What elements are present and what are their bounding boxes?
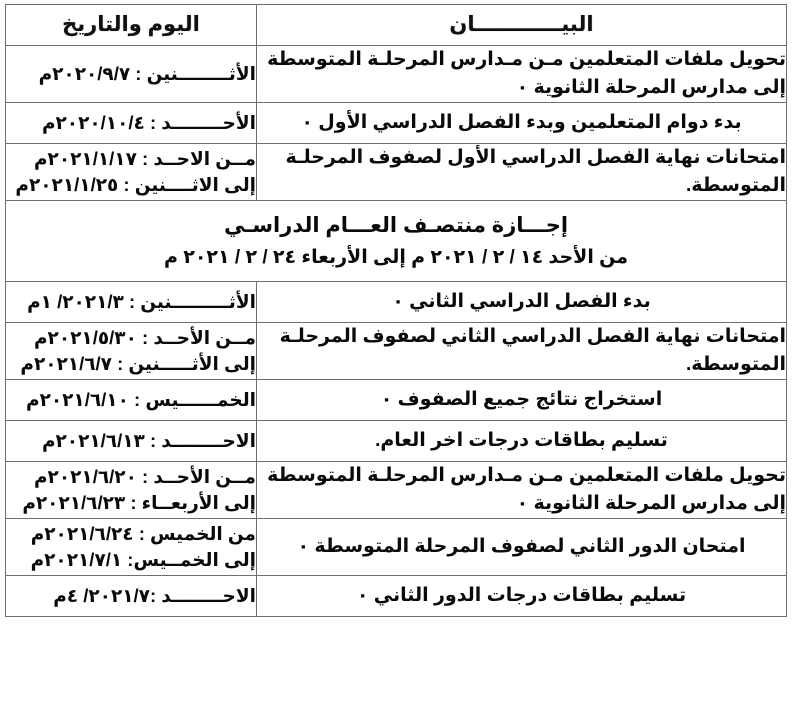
- date-cell: [6, 144, 257, 201]
- date-line: مــن الاحــد : ٢٠٢١/١/١٧م: [33, 147, 256, 169]
- description-line: امتحانات نهاية الفصل الدراسي الثاني لصفوف المرحلـة: [279, 326, 786, 348]
- column-header-description-label: البيــــــــــــان: [449, 13, 594, 36]
- table-row-holiday: [6, 201, 787, 282]
- description-line: تحويل ملفات المتعلمين مـن مـدارس المرحلـة المتوسطة: [267, 465, 786, 487]
- description-cell: [257, 462, 787, 519]
- table-row: [6, 519, 787, 576]
- description-cell: [257, 282, 787, 323]
- date-cell: [6, 462, 257, 519]
- description-line: إلى مدارس المرحلة الثانوية ٠: [516, 77, 786, 98]
- table-body: [6, 46, 787, 617]
- description-line: تسليم بطاقات درجات الدور الثاني ٠: [356, 585, 687, 607]
- description-cell: [257, 46, 787, 103]
- date-line: إلى الخمــيس: ٢٠٢١/٧/١م: [30, 549, 256, 570]
- description-line: امتحان الدور الثاني لصفوف المرحلة المتوسطة ٠: [297, 536, 746, 558]
- holiday-date-range: من الأحد ١٤ / ٢ / ٢٠٢١ م إلى الأربعاء ٢٤ / ٢ / ٢٠٢١ م: [164, 246, 628, 268]
- holiday-cell: [6, 201, 787, 282]
- date-cell: [6, 103, 257, 144]
- description-line: تسليم بطاقات درجات اخر العام.: [375, 430, 668, 452]
- date-line: الاحــــــــد :٢٠٢١/٧/ ٤م: [53, 584, 256, 606]
- date-cell: [6, 323, 257, 380]
- description-cell: [257, 421, 787, 462]
- table-row: [6, 576, 787, 617]
- date-line: الاحــــــــد : ٢٠٢١/٦/١٣م: [41, 429, 256, 451]
- column-header-date: [6, 5, 257, 46]
- table-row: [6, 380, 787, 421]
- description-line: تحويل ملفات المتعلمين مـن مـدارس المرحلـة المتوسطة: [267, 49, 786, 71]
- table-row: [6, 323, 787, 380]
- date-line: إلى الأربعــاء : ٢٠٢١/٦/٢٣م: [22, 492, 256, 513]
- date-cell: [6, 46, 257, 103]
- column-header-description: [257, 5, 787, 46]
- table-header: [6, 5, 787, 46]
- date-line: الأثــــــــنين : ٢٠٢٠/٩/٧م: [38, 62, 256, 84]
- description-cell: [257, 519, 787, 576]
- column-header-date-label: اليوم والتاريخ: [62, 13, 200, 36]
- description-line: استخراج نتائج جميع الصفوف ٠: [380, 389, 663, 411]
- date-line: إلى الاثــــنين : ٢٠٢١/١/٢٥م: [15, 174, 256, 195]
- description-line: بدء دوام المتعلمين وبدء الفصل الدراسي الأول ٠: [301, 112, 742, 134]
- academic-calendar-table: [5, 4, 787, 617]
- date-cell: [6, 380, 257, 421]
- date-cell: [6, 519, 257, 576]
- table-row: [6, 421, 787, 462]
- description-line: بدء الفصل الدراسي الثاني ٠: [392, 291, 651, 313]
- holiday-title: إجـــازة منتصـف العـــام الدراسـي: [223, 214, 569, 237]
- date-cell: [6, 421, 257, 462]
- table-header-row: [6, 5, 787, 46]
- description-line: المتوسطة.: [685, 354, 786, 375]
- date-line: مــن الأحــد : ٢٠٢١/٥/٣٠م: [33, 326, 256, 348]
- description-cell: [257, 144, 787, 201]
- description-cell: [257, 103, 787, 144]
- date-line: مــن الأحــد : ٢٠٢١/٦/٢٠م: [33, 465, 256, 487]
- date-line: الخمــــــيس : ٢٠٢١/٦/١٠م: [26, 388, 256, 410]
- table-row: [6, 462, 787, 519]
- date-cell: [6, 576, 257, 617]
- date-cell: [6, 282, 257, 323]
- description-line: إلى مدارس المرحلة الثانوية ٠: [516, 493, 786, 514]
- date-line: الأثـــــــــنين : ٢٠٢١/٣/ ١م: [27, 290, 256, 312]
- description-cell: [257, 323, 787, 380]
- description-cell: [257, 380, 787, 421]
- date-line: من الخميس : ٢٠٢١/٦/٢٤م: [30, 522, 256, 544]
- date-line: الأحــــــــد : ٢٠٢٠/١٠/٤م: [41, 111, 256, 133]
- table-row: [6, 103, 787, 144]
- table-row: [6, 46, 787, 103]
- table-row: [6, 282, 787, 323]
- description-cell: [257, 576, 787, 617]
- table-row: [6, 144, 787, 201]
- description-line: المتوسطة.: [685, 175, 786, 196]
- description-line: امتحانات نهاية الفصل الدراسي الأول لصفوف المرحلـة: [285, 147, 786, 169]
- date-line: إلى الأثـــــنين : ٢٠٢١/٦/٧م: [20, 353, 256, 374]
